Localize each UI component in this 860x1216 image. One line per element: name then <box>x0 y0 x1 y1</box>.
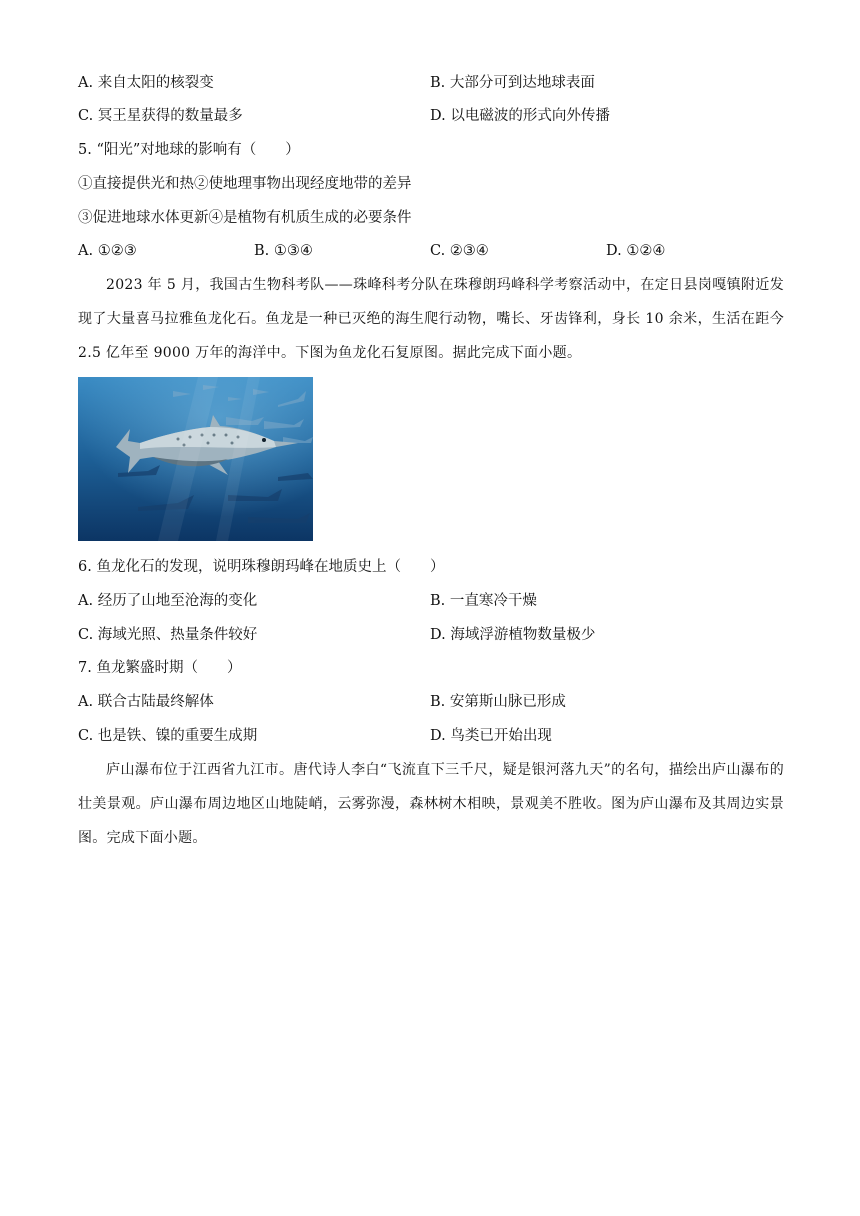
q7-option-c: C. 也是铁、镍的重要生成期 <box>78 728 258 744</box>
q7-option-d: D. 鸟类已开始出现 <box>430 728 552 744</box>
q5-stem: 5. “阳光”对地球的影响有（ ） <box>78 142 300 158</box>
ichthyosaur-illustration <box>78 377 313 541</box>
q5-option-c: C. ②③④ <box>430 243 489 259</box>
q4-option-a: A. 来自太阳的核裂变 <box>78 75 214 91</box>
passage-ichthyosaur-text: 2023 年 5 月，我国古生物科考队——珠峰科考分队在珠穆朗玛峰科学考察活动中，在定日县岗嘎镇附近发现了大量喜马拉雅鱼龙化石。鱼龙是一种已灭绝的海生爬行动物，嘴长、牙齿锋利，身长 10 余米，生活在距今 2.5 亿年至 9000 万年的海洋中。下图为鱼龙化石复原图。据此完成下面小题。 <box>78 277 784 361</box>
q6-option-b: B. 一直寒冷干燥 <box>430 593 537 609</box>
q5-option-a: A. ①②③ <box>78 243 137 259</box>
q6-option-a: A. 经历了山地至沧海的变化 <box>78 593 258 609</box>
passage-ichthyosaur <box>78 268 784 370</box>
q6-option-c: C. 海域光照、热量条件较好 <box>78 627 258 643</box>
passage-lushan-text: 庐山瀑布位于江西省九江市。唐代诗人李白“飞流直下三千尺，疑是银河落九天”的名句，描绘出庐山瀑布的壮美景观。庐山瀑布周边地区山地陡峭，云雾弥漫，森林树木相映，景观美不胜收。图为庐山瀑布及其周边实景图。完成下面小题。 <box>78 762 784 846</box>
q7-option-b: B. 安第斯山脉已形成 <box>430 694 566 710</box>
q6-option-d: D. 海域浮游植物数量极少 <box>430 627 596 643</box>
q4-option-c: C. 冥王星获得的数量最多 <box>78 108 243 124</box>
q4-option-b: B. 大部分可到达地球表面 <box>430 75 595 91</box>
q5-option-d: D. ①②④ <box>606 243 666 259</box>
q5-option-b: B. ①③④ <box>254 243 313 259</box>
q7-stem: 7. 鱼龙繁盛时期（ ） <box>78 660 242 676</box>
q4-option-d: D. 以电磁波的形式向外传播 <box>430 108 610 124</box>
q6-stem: 6. 鱼龙化石的发现，说明珠穆朗玛峰在地质史上（ ） <box>78 559 445 575</box>
q5-statements-line-1: ①直接提供光和热②使地理事物出现经度地带的差异 <box>78 176 412 192</box>
q5-statements-line-2: ③促进地球水体更新④是植物有机质生成的必要条件 <box>78 210 412 226</box>
q7-option-a: A. 联合古陆最终解体 <box>78 694 214 710</box>
passage-lushan-waterfall <box>78 753 784 855</box>
